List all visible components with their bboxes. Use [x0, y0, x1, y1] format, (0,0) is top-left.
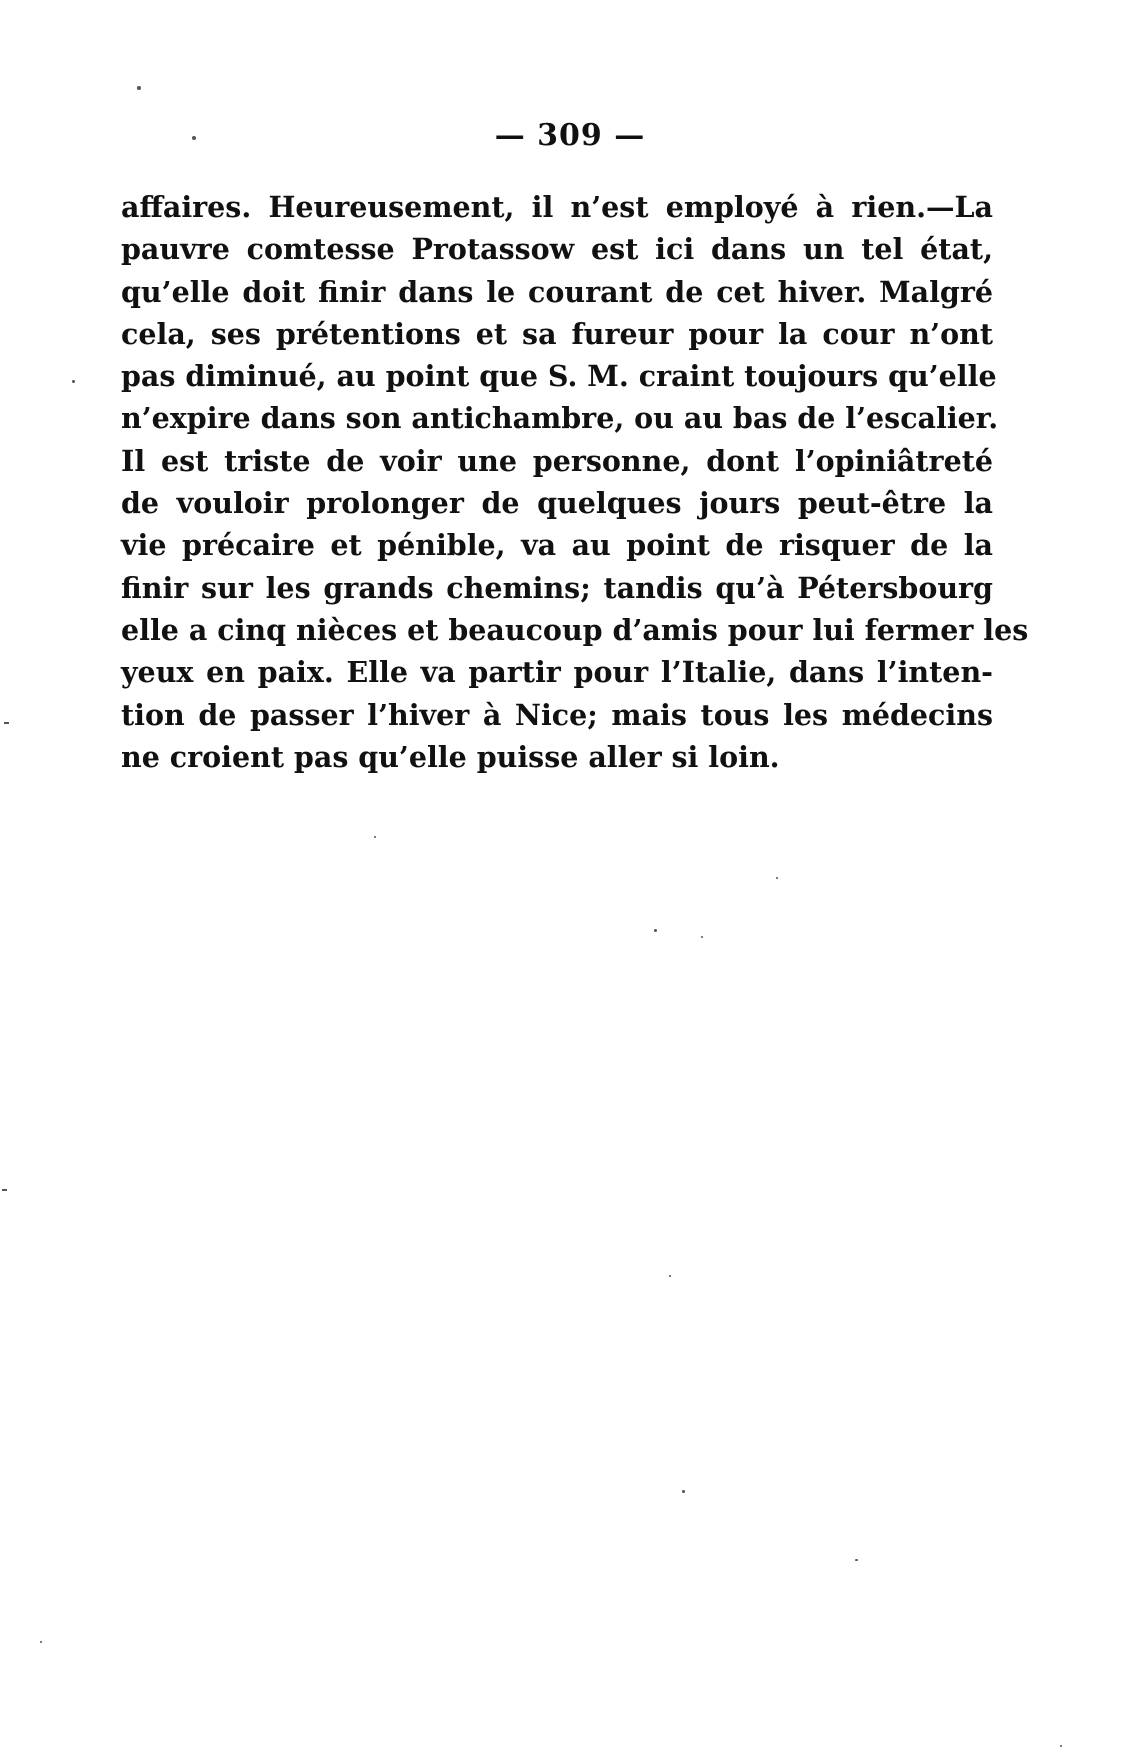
scan-speck [72, 380, 75, 383]
text-line: tion de passer l’hiver à Nice; mais tous les médecins [121, 697, 993, 732]
scan-speck [192, 136, 196, 140]
scan-speck [4, 722, 9, 724]
scan-speck [2, 1189, 7, 1191]
text-line: pauvre comtesse Protassow est ici dans un tel état, [121, 232, 993, 267]
scan-speck [654, 929, 657, 932]
scan-speck [137, 86, 141, 90]
text-line: pas diminué, au point que S. M. craint toujours qu’elle [121, 359, 997, 394]
text-line: qu’elle doit finir dans le courant de cet hiver. Malgré [121, 274, 993, 309]
scan-speck [776, 877, 778, 879]
scan-speck [701, 936, 703, 938]
text-line: Il est triste de voir une personne, dont l’opiniâtreté [121, 443, 993, 478]
scan-speck [855, 1559, 858, 1561]
text-line: affaires. Heureusement, il n’est employé à rien.—La [121, 190, 993, 224]
text-line: vie précaire et pénible, va au point de risquer de la [121, 528, 993, 563]
text-line: n’expire dans son antichambre, ou au bas de l’escalier. [121, 401, 999, 436]
text-line: yeux en paix. Elle va partir pour l’Italie, dans l’inten- [121, 655, 993, 690]
scan-speck [374, 836, 376, 838]
text-line: de vouloir prolonger de quelques jours peut-être la [121, 486, 993, 521]
text-line: finir sur les grands chemins; tandis qu’à Pétersbourg [121, 570, 993, 605]
page-number: — 309 — [494, 118, 646, 153]
text-line: cela, ses prétentions et sa fureur pour la cour n’ont [121, 316, 993, 351]
scan-speck [669, 1275, 671, 1277]
scan-speck [40, 1641, 42, 1643]
text-line: ne croient pas qu’elle puisse aller si loin. [121, 739, 780, 774]
scan-speck [682, 1490, 685, 1493]
body-text [121, 186, 1029, 778]
text-line: elle a cinq nièces et beaucoup d’amis pour lui fermer les [121, 612, 1029, 647]
scan-speck [1060, 1745, 1062, 1747]
